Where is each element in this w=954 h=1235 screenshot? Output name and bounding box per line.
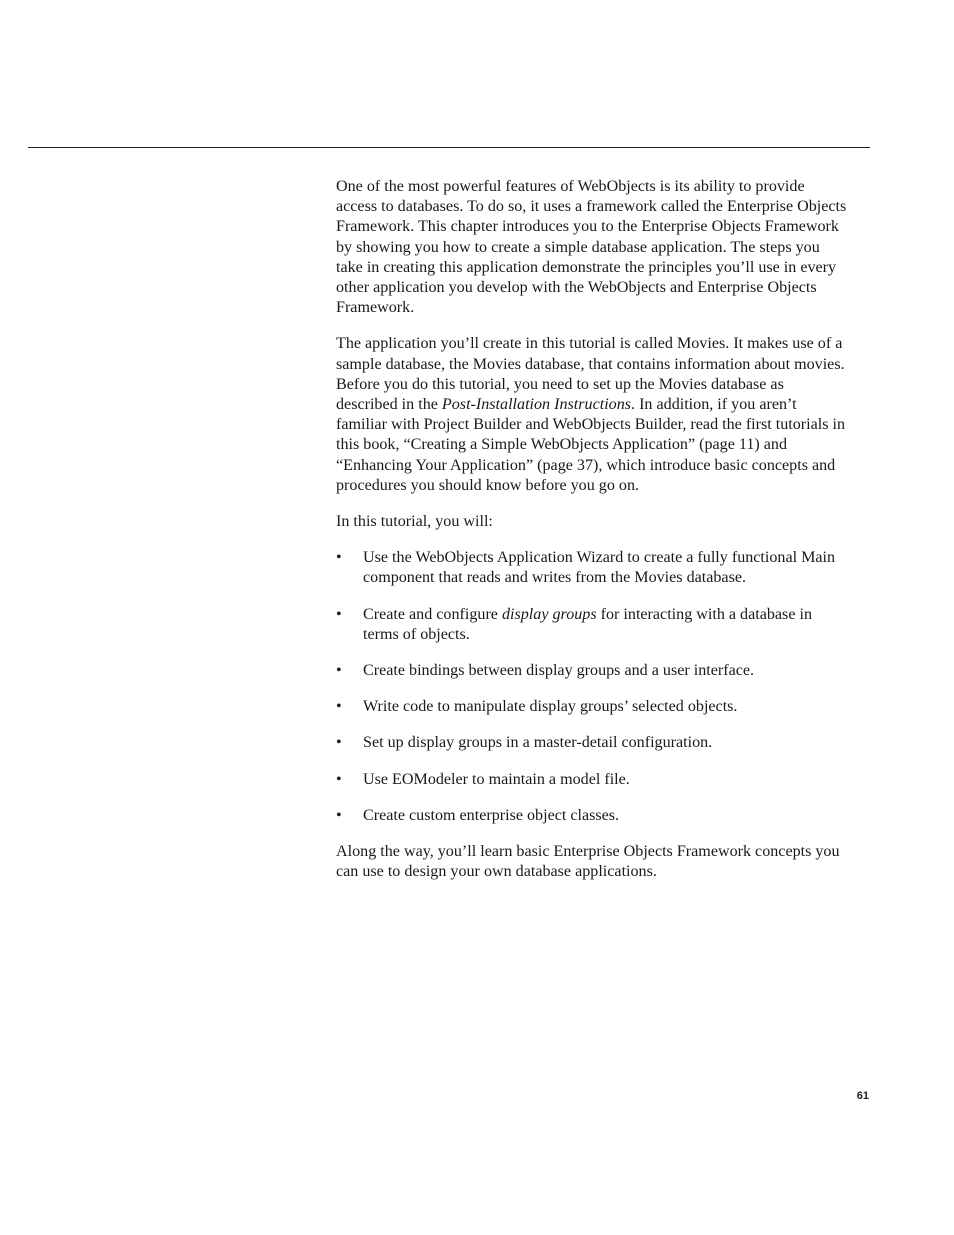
closing-paragraph: Along the way, you’ll learn basic Enterprise Objects Framework concepts you can use to design your own database applications. [336,843,840,881]
page-number: 61 [856,1090,869,1102]
bullet-icon: • [336,549,342,567]
list-item-text: Use EOModeler to maintain a model file. [363,770,630,788]
will-intro-paragraph: In this tutorial, you will: [336,513,493,531]
objectives-list [336,548,848,826]
list-item-text-part1: Create and configure [363,605,502,623]
list-item-text-part2: for interacting with a database in terms of objects. [363,605,813,643]
bullet-icon: • [336,770,342,788]
list-item-text: Use the WebObjects Application Wizard to create a fully functional Main component that reads and writes from the Movies database. [363,549,836,587]
list-item [336,661,848,681]
list-item-text: Write code to manipulate display groups’ selected objects. [363,698,738,716]
list-item-text [363,606,812,643]
post-installation-reference: Post-Installation Instructions [441,396,632,414]
application-paragraph [336,334,848,496]
list-item [336,548,848,588]
list-item [336,697,848,717]
header-rule [28,147,870,148]
bullet-icon: • [336,662,342,680]
intro-paragraph: One of the most powerful features of WebObjects is its ability to provide access to databases. To do so, it uses a framework called the Enterprise Objects Framework. This chapter introduces you to the Enterprise Objects Framework by showing you how to create a simple database application. The steps you take in creating this application demonstrate the principles you’ll use in every other application you develop with the WebObjects and Enterprise Objects Framework. [336,178,847,317]
bullet-icon: • [336,734,342,752]
application-text-part2: . In addition, if you aren’t familiar with Project Builder and WebObjects Builder, read the first tutorials in this book, “Creating a Simple WebObjects Application” (page 11) and “Enhancing Your Application” (page 37), which introduce basic concepts and procedures you should know before you go on. [336,396,846,494]
chapter-body [336,177,848,898]
list-item [336,770,848,790]
bullet-icon: • [336,698,342,716]
bullet-icon: • [336,806,342,824]
list-item-text: Set up display groups in a master-detail configuration. [363,734,713,752]
list-item-text: Create custom enterprise object classes. [363,806,620,824]
list-item [336,806,848,826]
application-text-part1: The application you’ll create in this tutorial is called Movies. It makes use of a sample database, the Movies database, that contains information about movies. Before you do this tutorial, you need to set up the Movies database as described in the [336,335,845,414]
bullet-icon: • [336,605,342,623]
display-groups-term: display groups [501,605,597,623]
list-item-text: Create bindings between display groups and a user interface. [363,662,755,680]
list-item [336,605,848,645]
list-item [336,733,848,753]
